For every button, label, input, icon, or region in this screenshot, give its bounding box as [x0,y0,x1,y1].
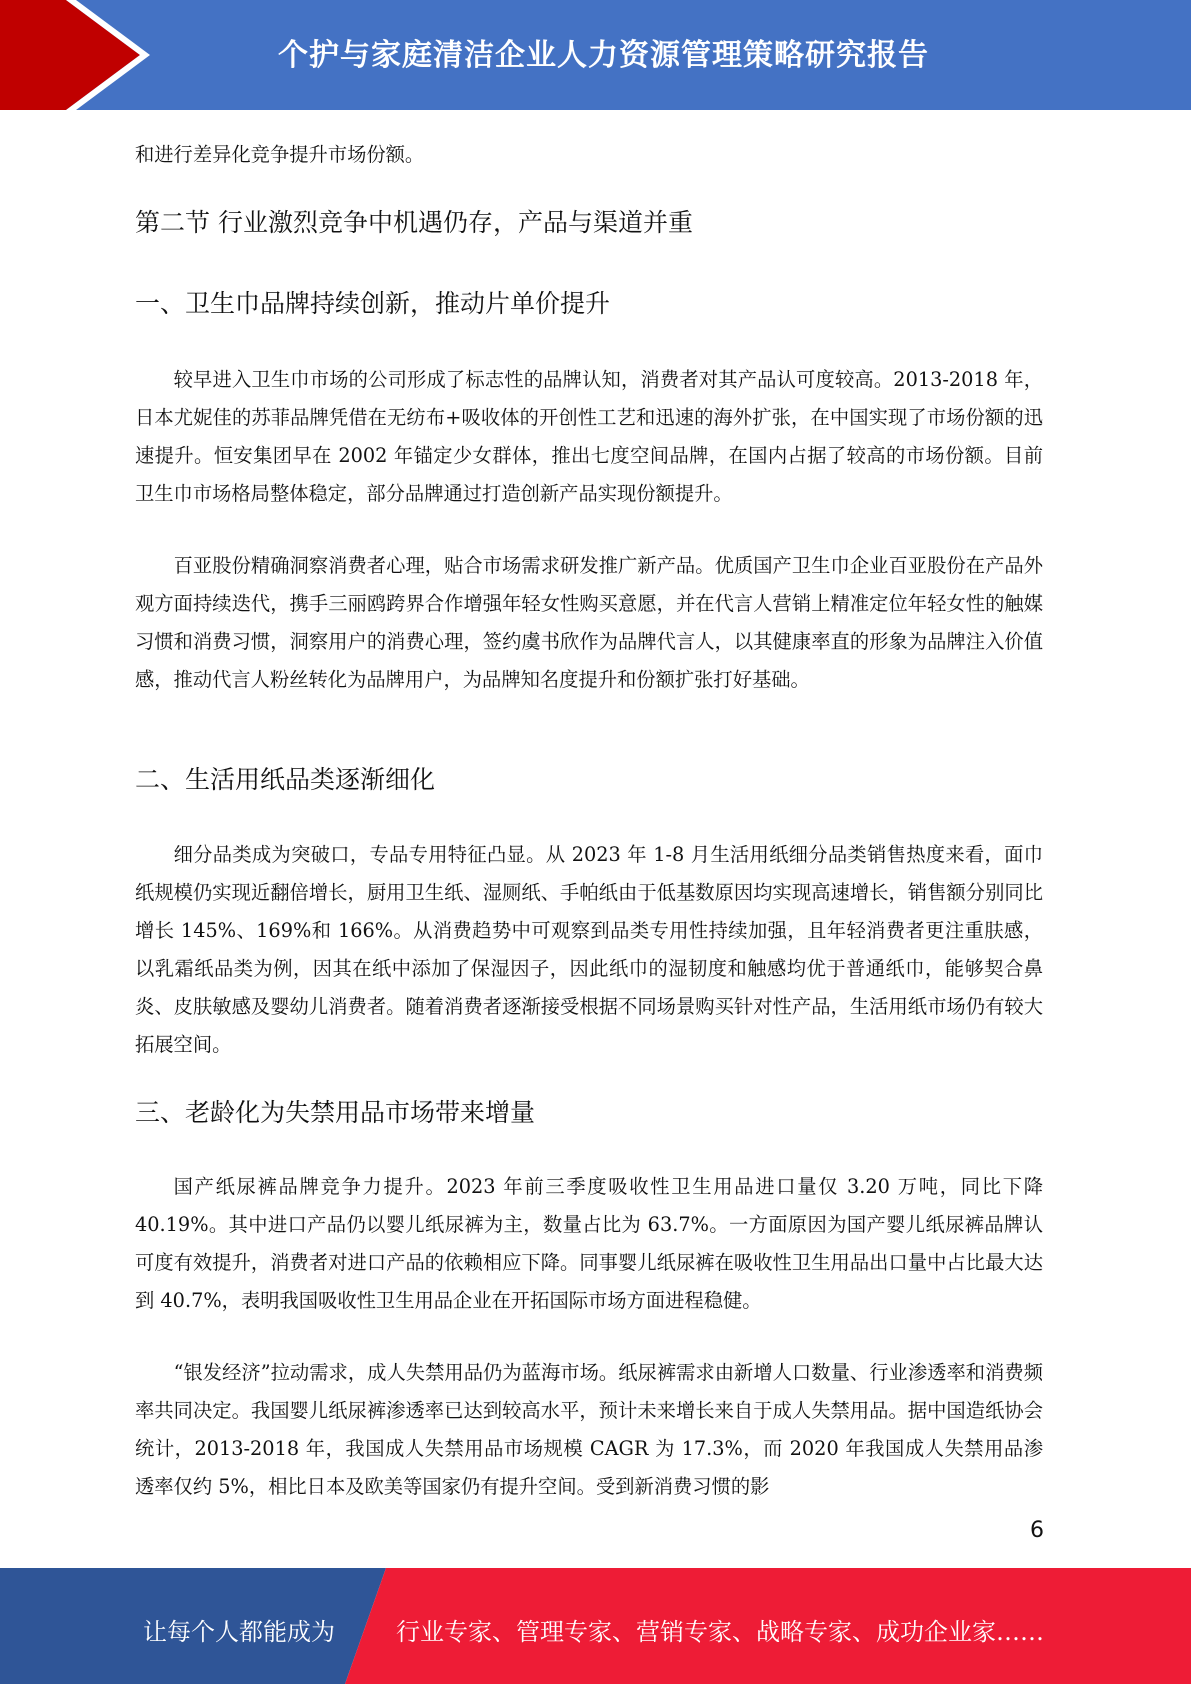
paragraph: 国产纸尿裤品牌竞争力提升。2023 年前三季度吸收性卫生用品进口量仅 3.20 万吨，同比下降 40.19%。其中进口产品仍以婴儿纸尿裤为主，数量占比为 63.7%。一方面原因为国产婴儿纸尿裤品牌认可度有效提升，消费者对进口产品的依赖相应下降。同事婴儿纸尿裤在吸收性卫生用品出口量中占比最大达到 40.7%，表明我国吸收性卫生用品企业在开拓国际市场方面进程稳健。 [135,1175,1043,1312]
page-footer [0,1568,1191,1684]
page-header [0,0,1191,110]
footer-slogan-right: 行业专家、管理专家、营销专家、战略专家、成功企业家…… [396,1618,1044,1646]
footer-slogan-left: 让每个人都能成为 [143,1618,335,1646]
subsection-title-2: 二、生活用纸品类逐渐细化 [135,765,436,794]
subsection-title-1: 一、卫生巾品牌持续创新，推动片单价提升 [135,289,611,318]
paragraph: 百亚股份精确洞察消费者心理，贴合市场需求研发推广新产品。优质国产卫生巾企业百亚股份在产品外观方面持续迭代，携手三丽鸥跨界合作增强年轻女性购买意愿，并在代言人营销上精准定位年轻女性的触媒习惯和消费习惯，洞察用户的消费心理，签约虞书欣作为品牌代言人，以其健康率直的形象为品牌注入价值感，推动代言人粉丝转化为品牌用户，为品牌知名度提升和份额扩张打好基础。 [135,554,1043,691]
section-title: 第二节 行业激烈竞争中机遇仍存，产品与渠道并重 [135,208,693,237]
lead-text [135,136,1043,174]
paragraph: 细分品类成为突破口，专品专用特征凸显。从 2023 年 1-8 月生活用纸细分品类销售热度来看，面巾纸规模仍实现近翻倍增长，厨用卫生纸、湿厕纸、手帕纸由于低基数原因均实现高速增长，销售额分别同比增长 145%、169%和 166%。从消费趋势中可观察到品类专用性持续加强，且年轻消费者更注重肤感，以乳霜纸品类为例，因其在纸中添加了保湿因子，因此纸巾的湿韧度和触感均优于普通纸巾，能够契合鼻炎、皮肤敏感及婴幼儿消费者。随着消费者逐渐接受根据不同场景购买针对性产品，生活用纸市场仍有较大拓展空间。 [135,843,1043,1056]
report-title: 个护与家庭清洁企业人力资源管理策略研究报告 [278,38,929,73]
paragraph: “银发经济”拉动需求，成人失禁用品仍为蓝海市场。纸尿裤需求由新增人口数量、行业渗透率和消费频率共同决定。我国婴儿纸尿裤渗透率已达到较高水平，预计未来增长来自于成人失禁用品。据中国造纸协会统计，2013-2018 年，我国成人失禁用品市场规模 CAGR 为 17.3%，而 2020 年我国成人失禁用品渗透率仅约 5%，相比日本及欧美等国家仍有提升空间。受到新消费习惯的影 [135,1361,1043,1498]
page-number: 6 [1030,1518,1044,1543]
subsection-title-3: 三、老龄化为失禁用品市场带来增量 [135,1098,536,1127]
paragraph: 较早进入卫生巾市场的公司形成了标志性的品牌认知，消费者对其产品认可度较高。2013-2018 年，日本尤妮佳的苏菲品牌凭借在无纺布+吸收体的开创性工艺和迅速的海外扩张，在中国实现了市场份额的迅速提升。恒安集团早在 2002 年锚定少女群体，推出七度空间品牌，在国内占据了较高的市场份额。目前卫生巾市场格局整体稳定，部分品牌通过打造创新产品实现份额提升。 [135,368,1043,505]
paragraph: 和进行差异化竞争提升市场份额。 [135,143,425,166]
